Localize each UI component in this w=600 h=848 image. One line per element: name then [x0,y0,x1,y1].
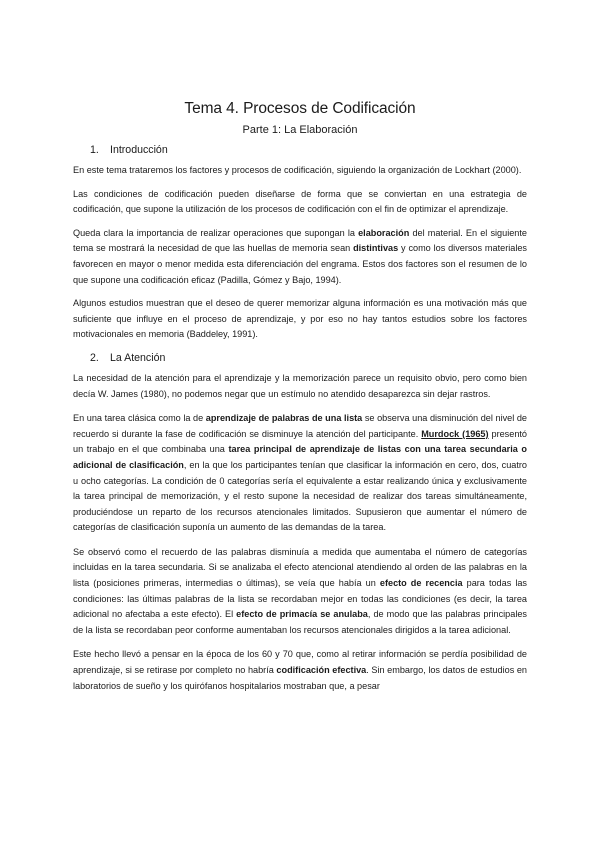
bold-term: efecto de primacía se anulaba [236,609,368,620]
document-subtitle: Parte 1: La Elaboración [242,124,358,136]
text-run: Este hecho llevó a pensar en la época de los 60 y 70 que, como al retirar información se perdía posibilidad de aprendizaje, si se retirase por completo no habría [73,649,527,676]
paragraph: Las condiciones de codificación pueden diseñarse de forma que se conviertan en una estrategia de codificación, que supone la utilización de los procesos de codificación con el fin de optimizar el aprendizaje. [73,188,527,215]
bold-term: tarea principal de aprendizaje de listas con una tarea secundaria o adicional de clasificación [73,444,527,470]
bold-term: efecto de recencia [379,578,463,589]
paragraph [73,545,527,639]
text-run: , de modo que las palabras principales de la lista se recordaban peor conforme aumentaban los recursos atencionales dirigidos a la tarea adicional. [73,609,527,635]
paragraph: Algunos estudios muestran que el deseo de querer memorizar alguna información es una motivación más que suficiente que influye en el proceso de aprendizaje, y por eso no hay tantos estudios sobre los factores motivacionales en memoria (Baddeley, 1991). [73,298,527,340]
text-run: para todas las condiciones: las últimas palabras de la lista se recordaban mejor en todas las condiciones (es decir, la tarea adicional no afectaba a este efecto). El [73,578,527,620]
text-run: se observa una disminución del nivel de recuerdo si durante la fase de codificación se disminuye la atención del participante. [73,413,527,439]
section-title: La Atención [110,351,166,364]
paragraph [73,226,527,288]
paragraph: En este tema trataremos los factores y procesos de codificación, siguiendo la organización de Lockhart (2000). [73,165,522,175]
section-heading-introduccion [73,143,527,157]
citation-link[interactable]: Murdock (1965) [421,428,489,439]
text-run: presentó un trabajo en el que combinaba una [73,428,528,455]
section-heading-atencion [73,351,527,365]
bold-term: elaboración [358,227,410,238]
text-run: En una tarea clásica como la de [73,413,206,424]
document-body [73,100,527,702]
text-run: , en la que los participantes tenían que clasificar la información en cero, dos, cuatro u ocho categorías. La condición de 0 categorías sería el equivalente a estar realizando única y exclusivamente la tarea principal de memorización, y el resto supone la necesidad de realizar dos tareas simultáneamente, produciéndose un reparto de los recursos atencionales limitados. Supusieron que aumentar el número de categorías de clasificación suponía un aumento de las demandas de la tarea. [73,459,527,533]
text-run: y como los diversos materiales favorecen en mayor o menor medida esta diferenciación del engrama. Estos dos factores son el resumen de lo que supone una codificación eficaz (Padilla, Gómez y Bajo, 1994). [73,243,527,285]
bold-term: codificación efectiva [276,665,367,676]
document-title: Tema 4. Procesos de Codificación [184,100,416,117]
paragraph [73,647,527,694]
text-run: Queda clara la importancia de realizar operaciones que supongan la [73,227,359,238]
text-run: . Sin embargo, los datos de estudios en laboratorios de sueño y los quirófanos hospitalarios mostraban que, a pesar [73,665,528,691]
section-number: 1. [90,144,99,156]
paragraph [73,411,527,536]
text-run: del material. En el siguiente tema se mostrará la necesidad de que las huellas de memoria sean [73,227,527,254]
text-run: Se observó como el recuerdo de las palabras disminuía a medida que aumentaba el número de categorías incluidas en la tarea secundaria. Si se analizaba el efecto atencional atendiendo al orden de las palabras en la lista (posiciones primeras, intermedias o últimas), se veía que había un [73,546,527,589]
section-number: 2. [90,351,99,364]
section-title: Introducción [110,144,168,156]
bold-term: distintivas [353,243,399,254]
bold-term: aprendizaje de palabras de una lista [205,413,363,424]
paragraph: La necesidad de la atención para el aprendizaje y la memorización parece un requisito obvio, pero como bien decía W. James (1980), no podemos negar que un estímulo no atendido desaparezca sin dejar rastros. [73,372,527,399]
